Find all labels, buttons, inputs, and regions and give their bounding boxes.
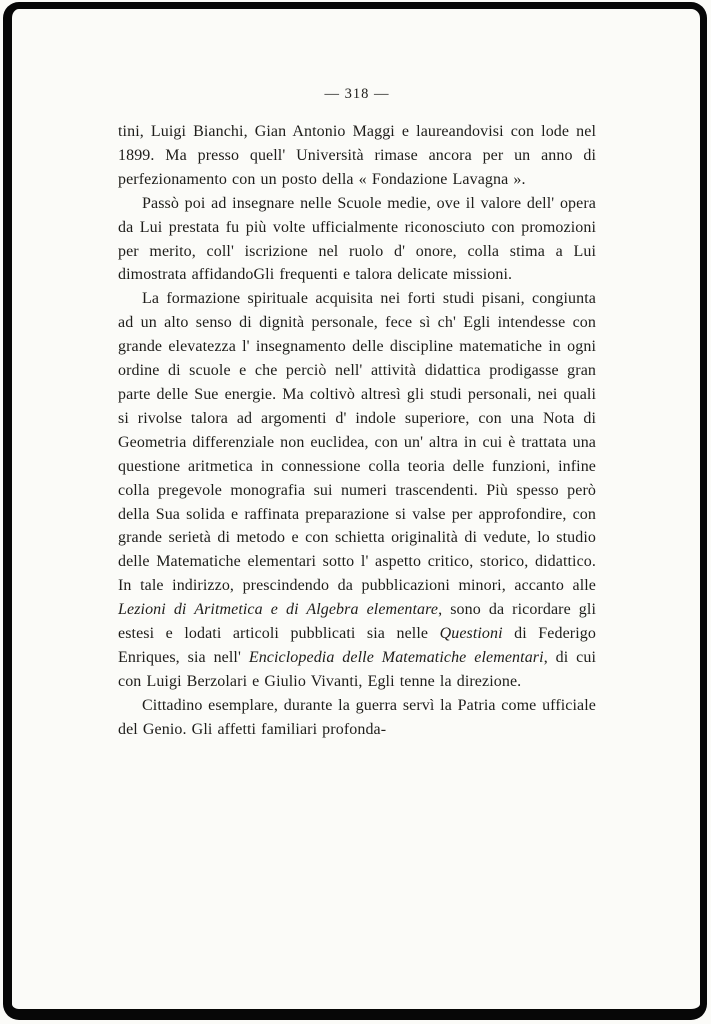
paragraph-career (118, 192, 596, 288)
text-segment: , sono da ricordare gli estesi e lodati articoli pubblicati sia nelle (118, 601, 596, 643)
page-text (118, 120, 596, 742)
page-number: — 318 — (324, 86, 390, 102)
text-segment: Cittadino esemplare, durante la guerra servì la Patria come ufficiale del Genio. Gli affetti familiari profonda- (118, 696, 596, 738)
text-segment: tini, Luigi Bianchi, Gian Antonio Maggi e laureandovisi con lode nel 1899. Ma presso quell' Università rimase ancora per un anno di perfezionamento con un posto della « Fondazione Lavagna ». (118, 123, 596, 188)
paragraph-citizen (118, 694, 596, 742)
text-segment: di Federigo Enriques, sia nell' (118, 625, 596, 666)
work-title-questioni: Questioni (439, 625, 503, 643)
paragraph-continuation (118, 120, 596, 192)
text-segment: La formazione spirituale acquisita nei forti studi pisani, congiunta ad un alto senso di dignità personale, fece sì ch' Egli intendesse con grande elevatezza l' insegnamento delle discipline matematiche in ogni ordine di scuole e che perciò nell' attività didattica prodigasse gran parte delle Sue energie. Ma coltivò altresì gli studi personali, nei quali si rivolse talora ad argomenti d' indole superiore, con una Nota di Geometria differenziale non euclidea, con un' altra in cui è trattata una questione aritmetica in connessione colla teoria delle funzioni, infine colla pregevole monografia sui numeri trascendenti. Più spesso però della Sua solida e raffinata preparazione si valse per approfondire, con grande serietà di metodo e con schietta originalità di vedute, lo studio delle Matematiche elementari sotto l' aspetto critico, storico, didattico. In tale indirizzo, prescindendo da pubblicazioni minori, accanto alle (118, 290, 596, 595)
text-segment: Passò poi ad insegnare nelle Scuole medie, ove il valore dell' opera da Lui prestata fu più volte ufficialmente riconosciuto con promozioni per merito, coll' iscrizione nel ruolo d' onore, colla stima a Lui dimostrata affidandoGli frequenti e talora delicate missioni. (118, 194, 596, 284)
text-segment: , di cui con Luigi Berzolari e Giulio Vivanti, Egli tenne la direzione. (118, 648, 597, 690)
work-title-lezioni: Lezioni di Aritmetica e di Algebra elementare (118, 601, 439, 619)
work-title-enciclopedia: Enciclopedia delle Matematiche elementari (248, 648, 544, 666)
paragraph-studies (118, 287, 596, 693)
